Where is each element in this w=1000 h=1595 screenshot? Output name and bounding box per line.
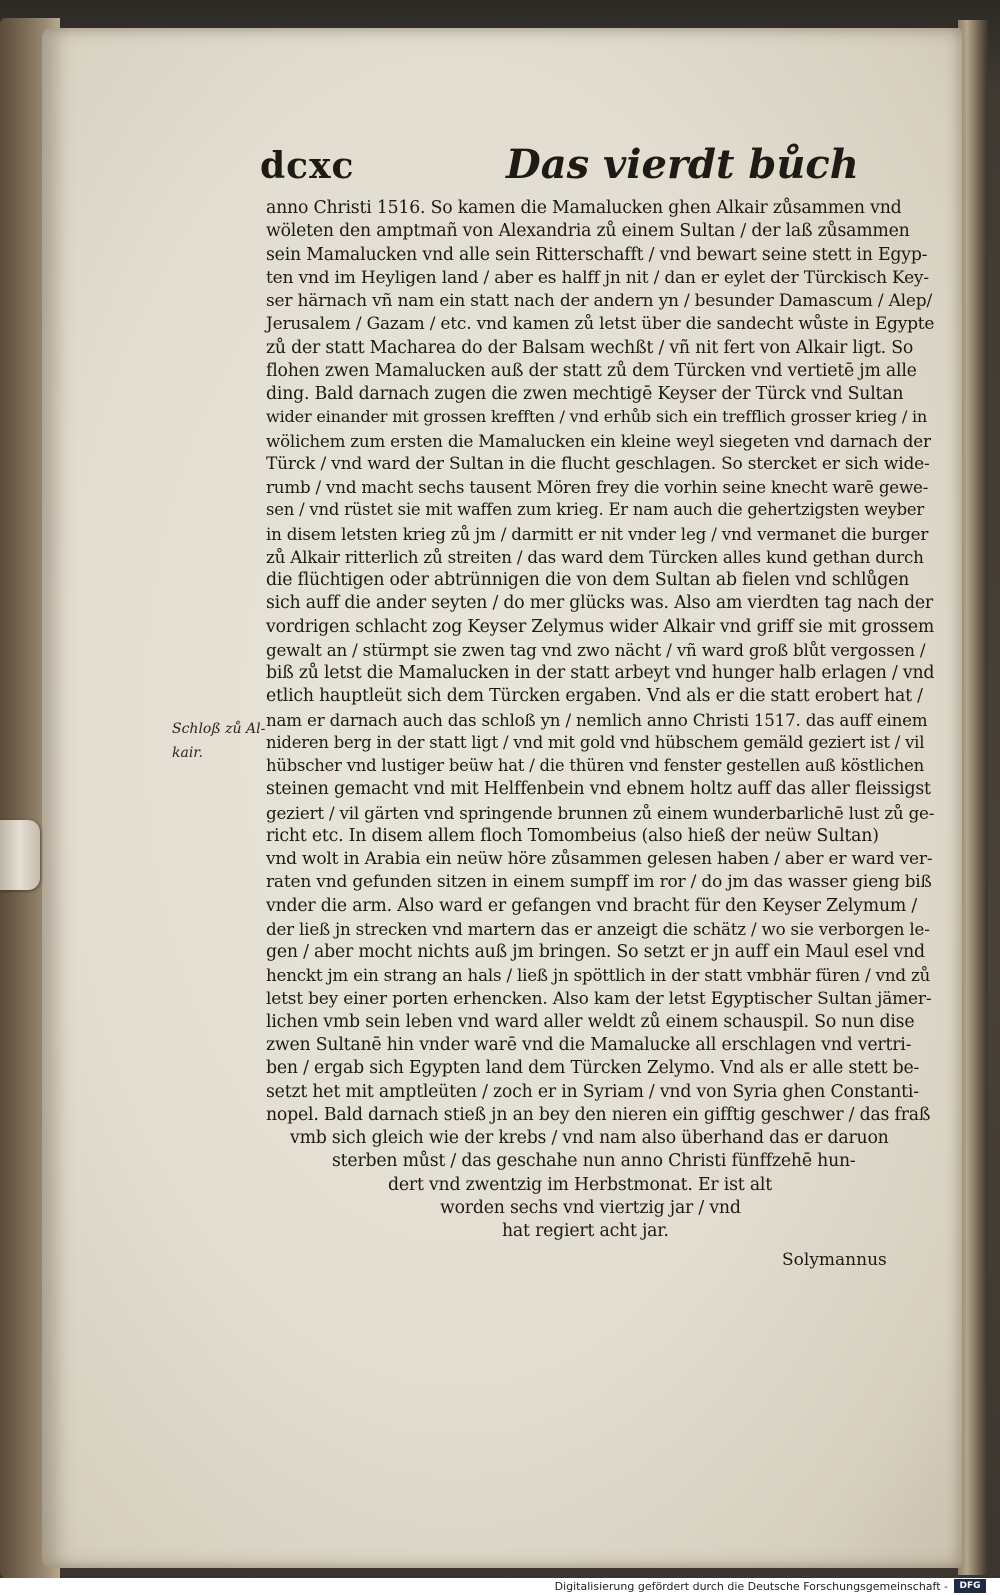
text-line: wölichem zum ersten die Mamalucken ein kleine weyl siegeten vnd darnach der [266,430,931,451]
text-line: setzt het mit amptleüten / zoch er in Syriam / vnd von Syria ghen Constanti- [266,1081,919,1102]
text-line: lichen vmb sein leben vnd ward aller weldt zů einem schauspil. So nun dise [266,1011,915,1032]
text-line: Jerusalem / Gazam / etc. vnd kamen zů letst über die sandecht wůste in Egypte [266,314,935,335]
text-line: dert vnd zwentzig im Herbstmonat. Er ist alt [388,1174,772,1195]
text-line: in disem letsten krieg zů jm / darmitt er nit vnder leg / vnd vermanet die burger [266,523,929,544]
text-line: zwen Sultanē hin vnder warē vnd die Mamalucke all erschlagen vnd vertri- [266,1035,912,1055]
text-line: vnder die arm. Also ward er gefangen vnd bracht für den Keyser Zelymum / [266,895,918,916]
marginal-note-line: Schloß zů Al- [172,721,266,737]
text-line: ding. Bald darnach zugen die zwen mechtigē Keyser der Türck vnd Sultan [266,384,904,404]
text-line: steinen gemacht vnd mit Helffenbein vnd ebnem holtz auff das aller fleissigst [266,779,931,800]
text-line: sterben můst / das geschahe nun anno Christi fünffzehē hun- [332,1151,856,1172]
running-title: Das vierdt bůch [506,141,859,188]
text-line: wider einander mit grossen krefften / vnd erhůb sich ein trefflich grosser krieg / in [266,407,928,427]
text-line: gewalt an / stürmpt sie zwen tag vnd zwo nächt / vñ ward groß blůt vergossen / [266,639,926,660]
text-line: nideren berg in der statt ligt / vnd mit gold vnd hübschem gemäld geziert ist / vil [266,732,925,752]
marginal-note [172,717,266,765]
dfg-logo: DFG [954,1579,986,1593]
text-line: richt etc. In disem allem floch Tomombeius (also hieß der neüw Sultan) [266,825,879,846]
text-line: die flüchtigen oder abtrünnigen die von dem Sultan ab fielen vnd schlůgen [266,570,910,590]
text-line: raten vnd gefunden sitzen in einem sumpff im ror / do jm das wasser gieng biß [266,872,932,893]
text-line: vmb sich gleich wie der krebs / vnd nam also überhand das er daruon [290,1128,889,1148]
marginal-note-line: kair. [172,745,203,761]
catchword: Solymannus [782,1250,887,1270]
text-line: worden sechs vnd viertzig jar / vnd [440,1197,741,1218]
folio-number: dcxc [260,145,355,187]
text-line: zů Alkair ritterlich zů streiten / das ward dem Türcken alles kund gethan durch [266,546,924,567]
page-header [260,141,920,195]
text-line: ben / ergab sich Egypten land dem Türcken Zelymo. Vnd als er alle stett be- [266,1058,920,1079]
page-stack-edge [958,20,988,1575]
text-line: letst bey einer porten erhencken. Also kam der letst Egyptischer Sultan jämer- [266,988,932,1009]
text-line: nam er darnach auch das schloß yn / nemlich anno Christi 1517. das auff einem [266,709,928,730]
text-line: henckt jm ein strang an hals / ließ jn spöttlich in der statt vmbhär füren / vnd zů [266,965,931,986]
text-line: vordrigen schlacht zog Keyser Zelymus wider Alkair vnd griff sie mit grossem [266,616,935,637]
text-line: ser härnach vñ nam ein statt nach der andern yn / besunder Damascum / Alep/ [266,291,932,311]
page-clip [0,820,40,890]
text-line: biß zů letst die Mamalucken in der statt arbeyt vnd hunger halb erlagen / vnd [266,663,935,683]
text-line: hübscher vnd lustiger beüw hat / die thüren vnd fenster gestellen auß köstlichen [266,756,924,775]
text-line: geziert / vil gärten vnd springende brunnen zů einem wunderbarlichē lust zů ge- [266,802,935,823]
text-line: wöleten den amptmañ von Alexandria zů einem Sultan / der laß zůsammen [266,221,910,242]
text-line: der ließ jn strecken vnd martern das er anzeigt die schätz / wo sie verborgen le- [266,918,930,939]
text-line: sich auff die ander seyten / do mer glücks was. Also am vierdten tag nach der [266,593,933,614]
text-line: sein Mamalucken vnd alle sein Ritterschafft / vnd bewart seine stett in Egyp- [266,244,928,265]
text-line: ten vnd im Heyligen land / aber es halff jn nit / dan er eylet der Türckisch Key- [266,267,929,288]
text-line: anno Christi 1516. So kamen die Mamalucken ghen Alkair zůsammen vnd [266,198,902,218]
text-line: flohen zwen Mamalucken auß der statt zů dem Türcken vnd vertietē jm alle [266,360,917,381]
text-line: gen / aber mocht nichts auß jm bringen. So setzt er jn auff ein Maul esel vnd [266,942,925,962]
text-line: vnd wolt in Arabia ein neüw höre zůsammen gelesen haben / aber er ward ver- [266,849,933,869]
footer-credit: Digitalisierung gefördert durch die Deutsche Forschungsgemeinschaft - [554,1580,948,1593]
text-line: sen / vnd rüstet sie mit waffen zum krieg. Er nam auch die gehertzigsten weyber [266,500,925,520]
text-line: rumb / vnd macht sechs tausent Mören frey die vorhin seine knecht warē gewe- [266,477,929,497]
text-line: zů der statt Macharea do der Balsam wechßt / vñ nit fert von Alkair ligt. So [266,337,914,358]
text-line: Türck / vnd ward der Sultan in die flucht geschlagen. So stercket er sich wide- [266,453,930,474]
text-line: etlich hauptleüt sich dem Türcken ergaben. Vnd als er die statt erobert hat / [266,686,923,707]
text-line: hat regiert acht jar. [502,1221,669,1241]
text-line: nopel. Bald darnach stieß jn an bey den nieren ein gifftig geschwer / das fraß [266,1104,931,1125]
